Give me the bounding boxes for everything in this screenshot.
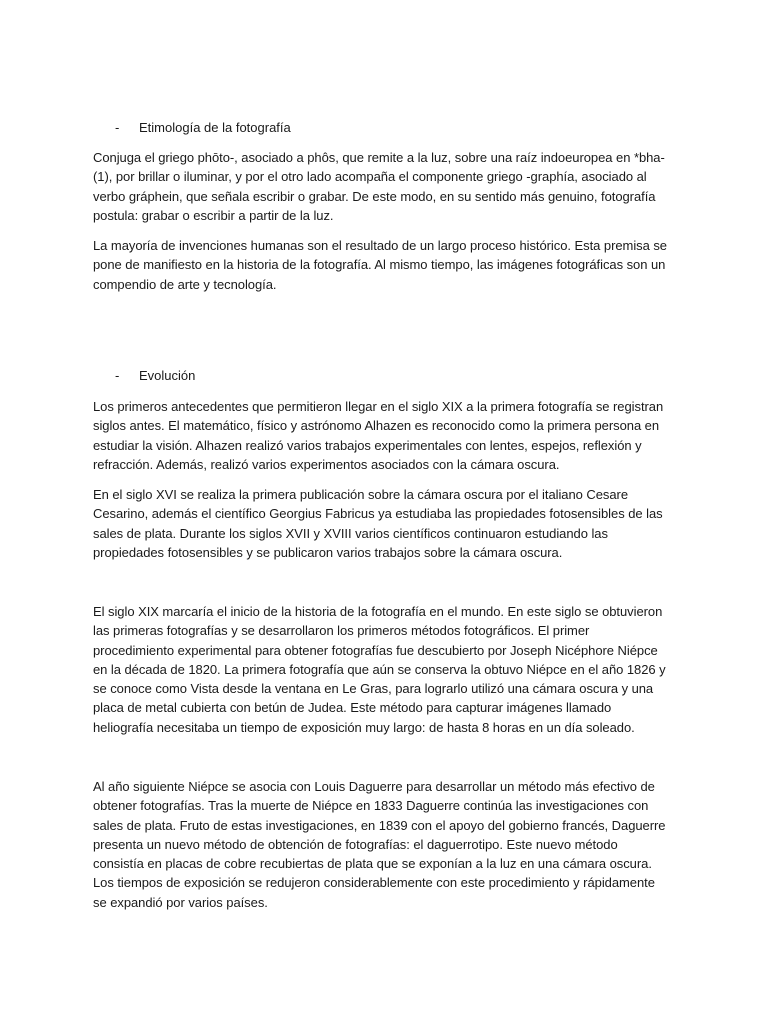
paragraph-etimologia-1: Conjuga el griego phōto-, asociado a phôs, que remite a la luz, sobre una raíz indoeuropea en *bha-(1), por brillar o iluminar, y por el otro lado acompaña el componente griego -graphía, asociado al verbo gráphein, que señala escribir o grabar. De este modo, en su sentido más genuino, fotografía postula: grabar o escribir a partir de la luz.: [93, 150, 665, 223]
heading-bullet: -: [115, 120, 120, 135]
paragraph-evolucion-4: Al año siguiente Niépce se asocia con Louis Daguerre para desarrollar un método más efectivo de obtener fotografías. Tras la muerte de Niépce en 1833 Daguerre continúa las investigaciones con sales de plata. Fruto de estas investigaciones, en 1839 con el apoyo del gobierno francés, Daguerre presenta un nuevo método de obtención de fotografías: el daguerrotipo. Este nuevo método consistía en placas de cobre recubiertas de plata que se exponían a la luz en una cámara oscura. Los tiempos de exposición se redujeron considerablemente con este procedimiento y rápidamente se expandió por varios países.: [93, 779, 666, 910]
section-heading-etimologia: [93, 118, 291, 137]
paragraph-evolucion-1: Los primeros antecedentes que permitieron llegar en el siglo XIX a la primera fotografía se registran siglos antes. El matemático, físico y astrónomo Alhazen es reconocido como la primera persona en estudiar la visión. Alhazen realizó varios trabajos experimentales con lentes, espejos, reflexión y refracción. Además, realizó varios experimentos asociados con la cámara oscura.: [93, 399, 664, 472]
heading-bullet: -: [115, 368, 120, 383]
heading-title: Etimología de la fotografía: [139, 120, 291, 135]
heading-title: Evolución: [139, 368, 196, 383]
paragraph-evolucion-2: En el siglo XVI se realiza la primera publicación sobre la cámara oscura por el italiano Cesare Cesarino, además el científico Georgius Fabricus ya estudiaba las propiedades fotosensibles de las sales de plata. Durante los siglos XVII y XVIII varios científicos continuaron estudiando las propiedades fotosensibles y se publicaron varios trabajos sobre la cámara oscura.: [93, 487, 663, 560]
paragraph-evolucion-3: El siglo XIX marcaría el inicio de la historia de la fotografía en el mundo. En este siglo se obtuvieron las primeras fotografías y se desarrollaron los primeros métodos fotográficos. El primer procedimiento experimental para obtener fotografías fue descubierto por Joseph Nicéphore Niépce en la década de 1820. La primera fotografía que aún se conserva la obtuvo Niépce en el año 1826 y se conoce como Vista desde la ventana en Le Gras, para lograrlo utilizó una cámara oscura y una placa de metal cubierta con betún de Judea. Este método para capturar imágenes llamado heliografía necesitaba un tiempo de exposición muy largo: de hasta 8 horas en un día soleado.: [93, 604, 666, 735]
section-heading-evolucion: [93, 366, 195, 385]
paragraph-etimologia-2: La mayoría de invenciones humanas son el resultado de un largo proceso histórico. Esta premisa se pone de manifiesto en la historia de la fotografía. Al mismo tiempo, las imágenes fotográficas son un compendio de arte y tecnología.: [93, 238, 667, 292]
